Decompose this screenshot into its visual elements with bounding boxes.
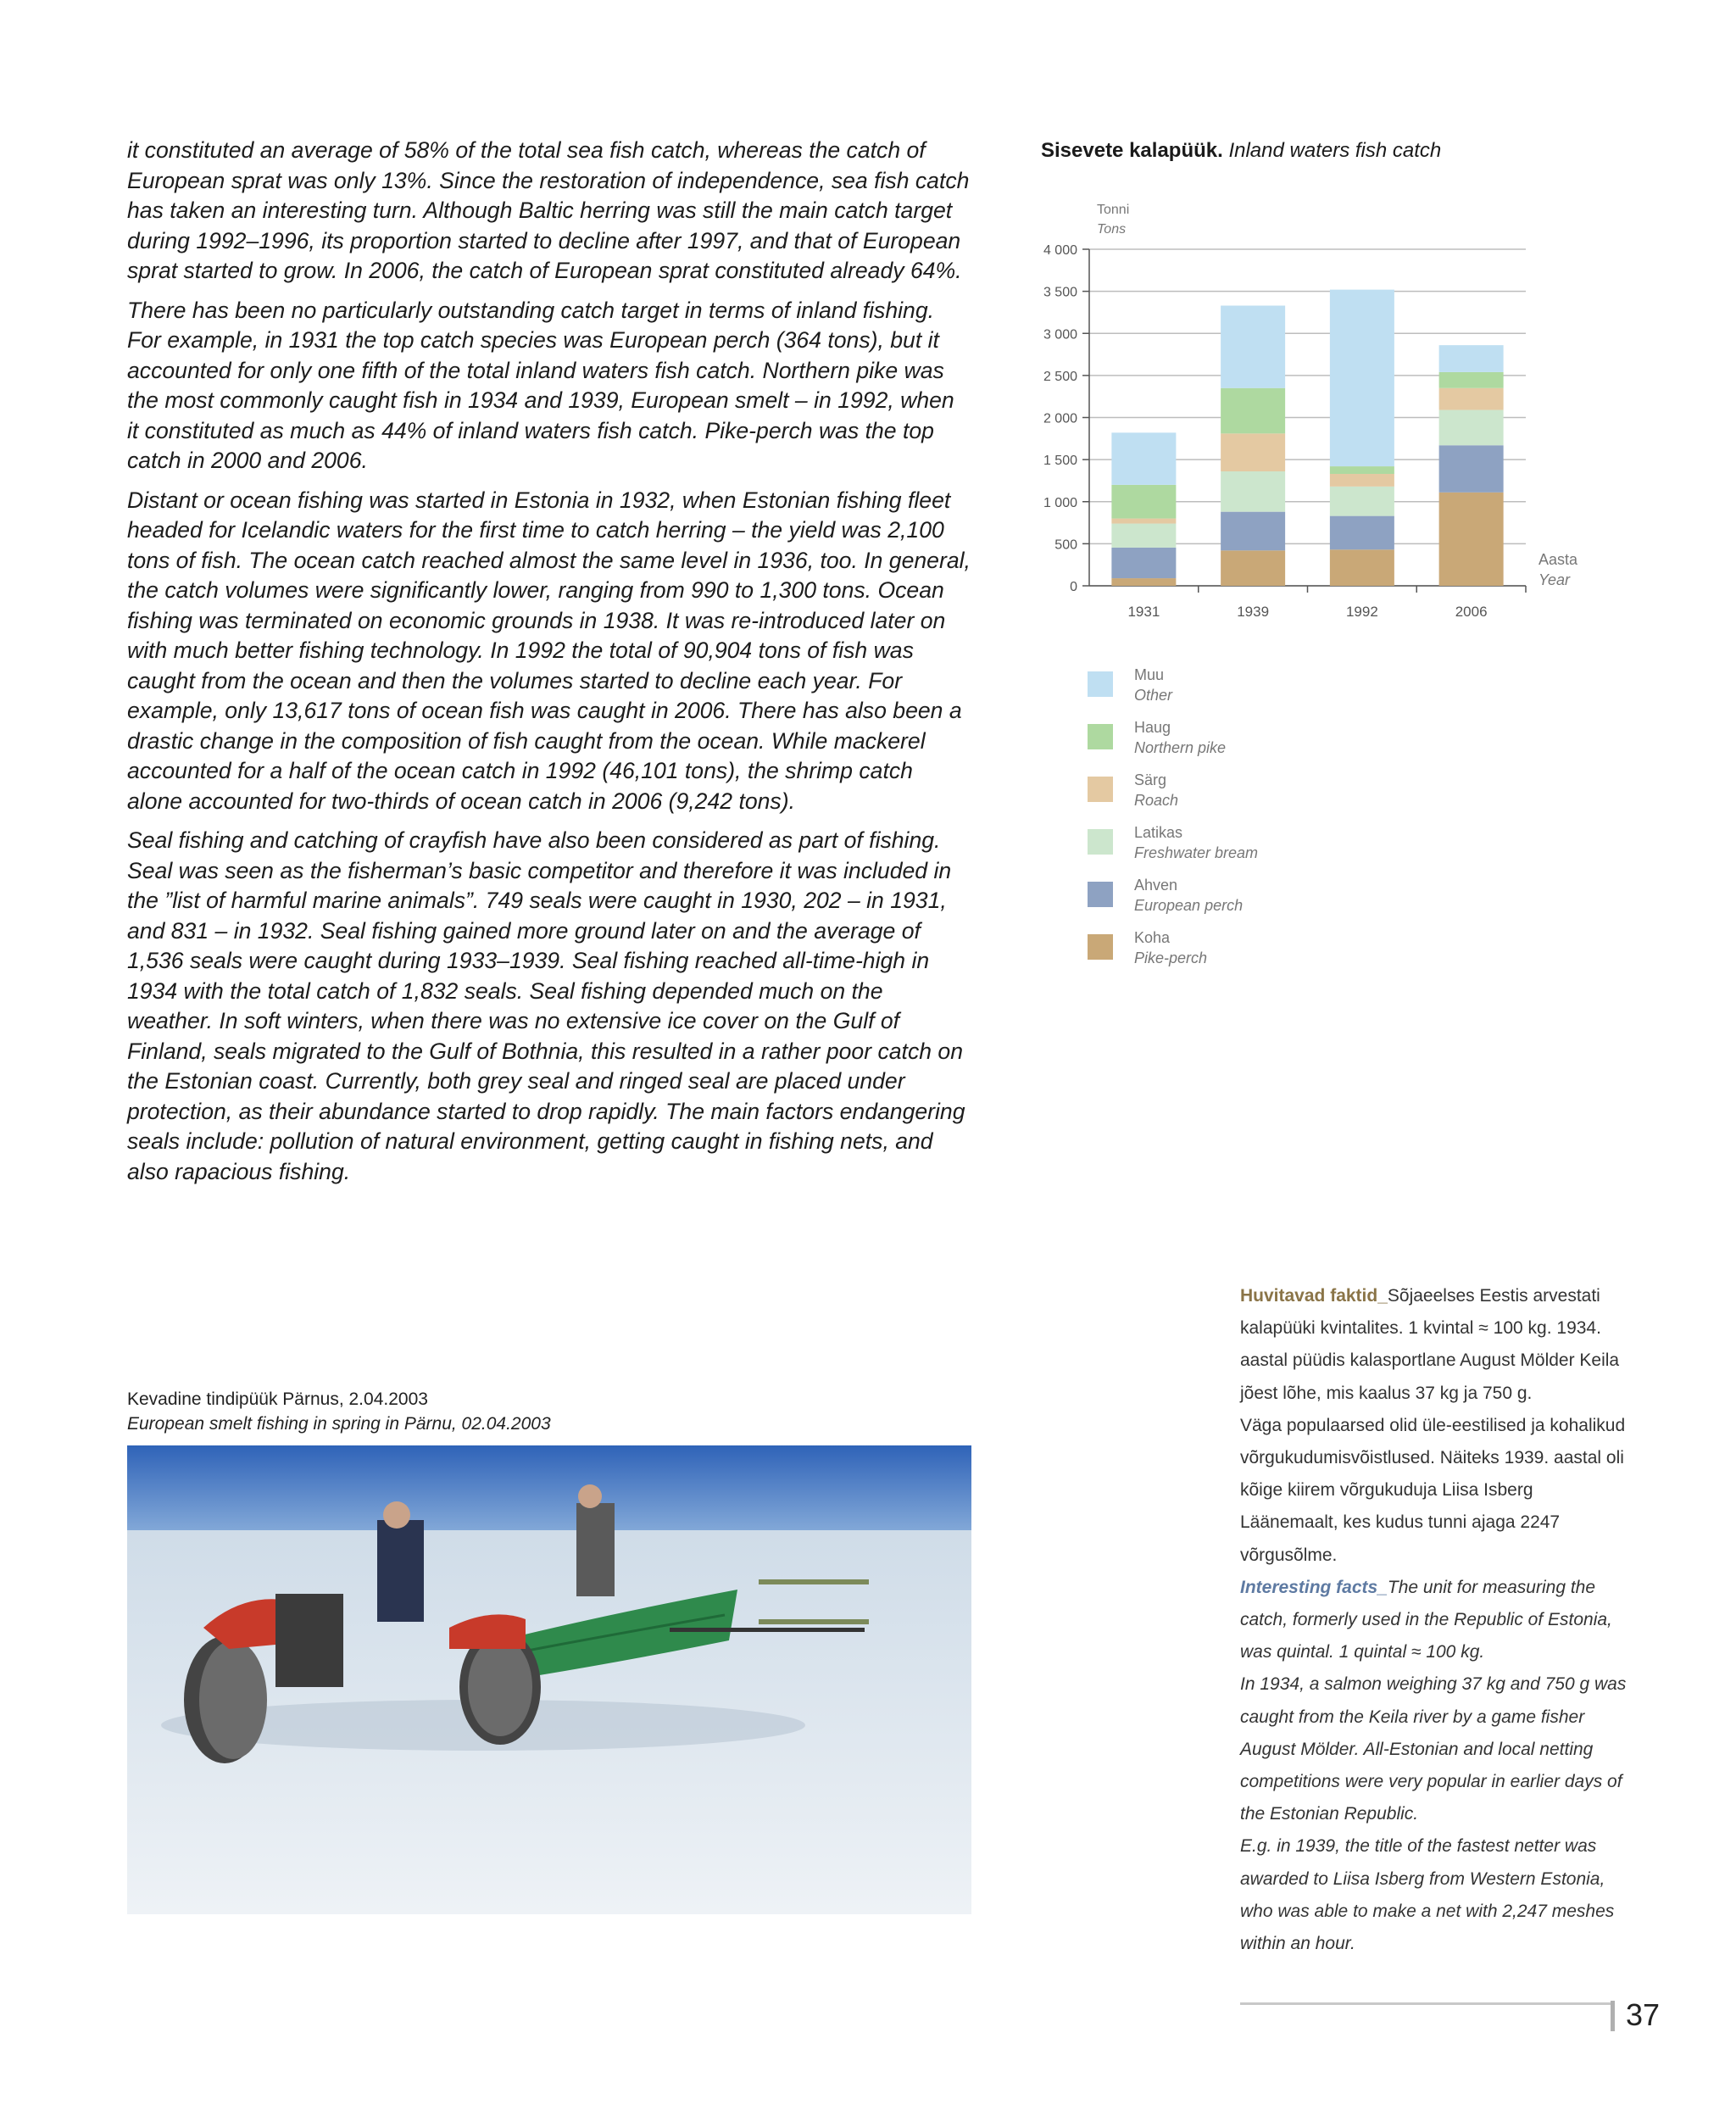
y-tick-label: 2 000 <box>1043 411 1077 426</box>
bar-segment <box>1439 372 1504 388</box>
y-tick-label: 1 500 <box>1043 454 1077 469</box>
bar-segment <box>1221 433 1285 471</box>
legend-label-en: Pike-perch <box>1134 949 1208 966</box>
legend-label: Särg <box>1134 771 1167 788</box>
legend-label-en: Other <box>1134 687 1173 704</box>
y-tick-label: 4 000 <box>1043 243 1077 258</box>
photo-caption-et: Kevadine tindipüük Pärnus, 2.04.2003 <box>127 1389 428 1409</box>
legend-swatch <box>1088 777 1113 802</box>
bar-segment <box>1221 550 1285 586</box>
paragraph: Seal fishing and catching of crayfish have also been considered as part of fishing. Seal was seen as the fisherman’s basic competitor and therefore it was included in the ”list of harmful marine animals”. 749 seals were caught in 1930, 202 – in 1931, and 831 – in 1932. Seal fishing gained more ground later on and the average of 1,536 seals were caught during 1933–1939. Seal fishing reached all-time-high in 1934 with the total catch of 1,832 seals. Seal fishing depended much on the weather. In soft winters, when there was no extensive ice cover on the Gulf of Finland, seals migrated to the Gulf of Bothnia, this resulted in a rather poor catch on the Estonian coast. Currently, both grey seal and ringed seal are placed under protection, as their abundance started to drop rapidly. The main factors endangering seals include: pollution of natural environment, getting caught in fishing nets, and also rapacious fishing. <box>127 827 965 1184</box>
bar-segment <box>1111 548 1176 578</box>
y-tick-label: 1 000 <box>1043 495 1077 510</box>
bar-segment <box>1330 549 1394 586</box>
legend-label-en: Roach <box>1134 792 1179 809</box>
facts-text-et-1: Sõjaeelses Eestis arvestati kalapüüki kvintalites. 1 kvintal ≈ 100 kg. 1934. aastal püüdis kalasportlane August Mölder Keila jõest lõhe, mis kaalus 37 kg ja 750 g. <box>1240 1286 1620 1403</box>
x-tick-label: 1939 <box>1237 604 1270 620</box>
photo-caption-en: European smelt fishing in spring in Pärnu, 02.04.2003 <box>127 1414 551 1434</box>
y-tick-label: 3 500 <box>1043 285 1077 300</box>
bar-segment <box>1111 524 1176 548</box>
y-tick-label: 0 <box>1070 580 1077 594</box>
bar-segment <box>1439 388 1504 410</box>
x-tick-label: 1931 <box>1127 604 1160 620</box>
x-tick-label: 1992 <box>1345 604 1378 620</box>
bar-segment <box>1111 485 1176 519</box>
bar-segment <box>1221 512 1285 551</box>
paragraph: There has been no particularly outstanding catch target in terms of inland fishing. For example, in 1931 the top catch species was European perch (364 tons), but it accounted for only one fifth of the total inland waters fish catch. Northern pike was the most commonly caught fish in 1934 and 1939, European smelt – in 1992, when it constituted as much as 44% of inland waters fish catch. Pike-perch was the top catch in 2000 and 2006. <box>127 297 954 473</box>
x-tick-label: 2006 <box>1455 604 1488 620</box>
legend-label-en: Northern pike <box>1134 739 1227 756</box>
bar-segment <box>1221 471 1285 512</box>
paragraph: it constituted an average of 58% of the total sea fish catch, whereas the catch of European sprat was only 13%. Since the restoration of independence, sea fish catch has taken an interesting turn. Although Baltic herring was still the main catch target during 1992–1996, its proportion started to decline after 1997, and that of European sprat started to grow. In 2006, the catch of European sprat constituted already 64%. <box>127 137 970 283</box>
bar-segment <box>1439 445 1504 493</box>
bar-segment <box>1330 487 1394 516</box>
legend-label-en: Freshwater bream <box>1134 844 1259 861</box>
bar-segment <box>1330 290 1394 466</box>
facts-text-en-3: E.g. in 1939, the title of the fastest netter was awarded to Liisa Isberg from Western Estonia, who was able to make a net with 2,247 meshes within an hour. <box>1240 1836 1615 1954</box>
smelt-fishing-photo <box>127 1445 971 1914</box>
x-axis-label: Aasta <box>1538 551 1578 568</box>
legend-label-en: European perch <box>1134 897 1244 914</box>
y-tick-label: 500 <box>1054 537 1077 553</box>
chart-title <box>1041 139 1441 163</box>
y-tick-label: 3 000 <box>1043 327 1077 342</box>
bar-segment <box>1330 474 1394 487</box>
bar-segment <box>1439 410 1504 446</box>
bar-segment <box>1111 432 1176 485</box>
bar-segment <box>1221 388 1285 434</box>
legend-label: Koha <box>1134 929 1171 946</box>
page-number-bar <box>1611 2001 1615 2031</box>
legend-swatch <box>1088 724 1113 749</box>
y-axis-label: Tonni <box>1097 203 1130 217</box>
legend-swatch <box>1088 882 1113 907</box>
legend-swatch <box>1088 934 1113 960</box>
chart-title-et: Sisevete kalapüük. <box>1041 139 1223 162</box>
facts-text-en-1: The unit for measuring the catch, formerly used in the Republic of Estonia, was quintal. 1 quintal ≈ 100 kg. <box>1240 1577 1612 1662</box>
interesting-facts <box>1240 1280 1630 1960</box>
facts-text-et-2: Väga populaarsed olid üle-eestilised ja kohalikud võrgukudumisvõistlused. Näiteks 1939. aastal oli kõige kiirem võrgukuduja Liisa Isberg Läänemaalt, kes kudus tunni ajaga 2247 võrgusõlme. <box>1240 1415 1626 1565</box>
bar-segment <box>1439 345 1504 372</box>
facts-lead-en: Interesting facts_ <box>1240 1577 1388 1597</box>
bar-segment <box>1330 516 1394 550</box>
chart-title-en: Inland waters fish catch <box>1228 139 1442 162</box>
bar-segment <box>1111 519 1176 524</box>
legend-label: Ahven <box>1134 877 1178 894</box>
y-tick-label: 2 500 <box>1043 369 1077 384</box>
legend-label: Muu <box>1134 666 1165 683</box>
bar-segment <box>1330 466 1394 474</box>
facts-lead-et: Huvitavad faktid_ <box>1240 1286 1388 1306</box>
facts-text-en-2: In 1934, a salmon weighing 37 kg and 750 g was caught from the Keila river by a game fisher August Mölder. All-Estonian and local netting competitions were very popular in earlier days of the Estonian Republic. <box>1240 1674 1627 1824</box>
legend-swatch <box>1088 671 1113 697</box>
photo-caption <box>127 1387 551 1436</box>
x-axis-label-en: Year <box>1538 571 1571 588</box>
legend-label: Haug <box>1134 719 1171 736</box>
paragraph: Distant or ocean fishing was started in Estonia in 1932, when Estonian fishing fleet headed for Icelandic waters for the first time to catch herring – the yield was 2,100 tons of fish. The ocean catch reached almost the same level in 1936, too. In general, the catch volumes were significantly lower, ranging from 990 to 1,300 tons. Ocean fishing was terminated on economic grounds in 1938. It was re-introduced later on with much better fishing technology. In 1992 the total of 90,904 tons of fish was caught from the ocean and then the volumes started to decline each year. For example, only 13,617 tons of ocean fish was caught in 2006. There has also been a drastic change in the composition of fish caught from the ocean. While mackerel accounted for a half of the ocean catch in 1992 (46,101 tons), the shrimp catch alone accounted for two-thirds of ocean catch in 2006 (9,242 tons). <box>127 487 971 814</box>
legend-swatch <box>1088 829 1113 855</box>
stacked-bar-chart <box>1017 195 1578 636</box>
legend-label: Latikas <box>1134 824 1183 841</box>
page-number: 37 <box>1626 1997 1661 2032</box>
facts-divider <box>1240 2002 1613 2005</box>
y-axis-label-en: Tons <box>1097 222 1127 237</box>
bar-segment <box>1111 578 1176 586</box>
bar-segment <box>1221 305 1285 387</box>
body-text <box>127 136 971 1196</box>
bar-segment <box>1439 493 1504 586</box>
